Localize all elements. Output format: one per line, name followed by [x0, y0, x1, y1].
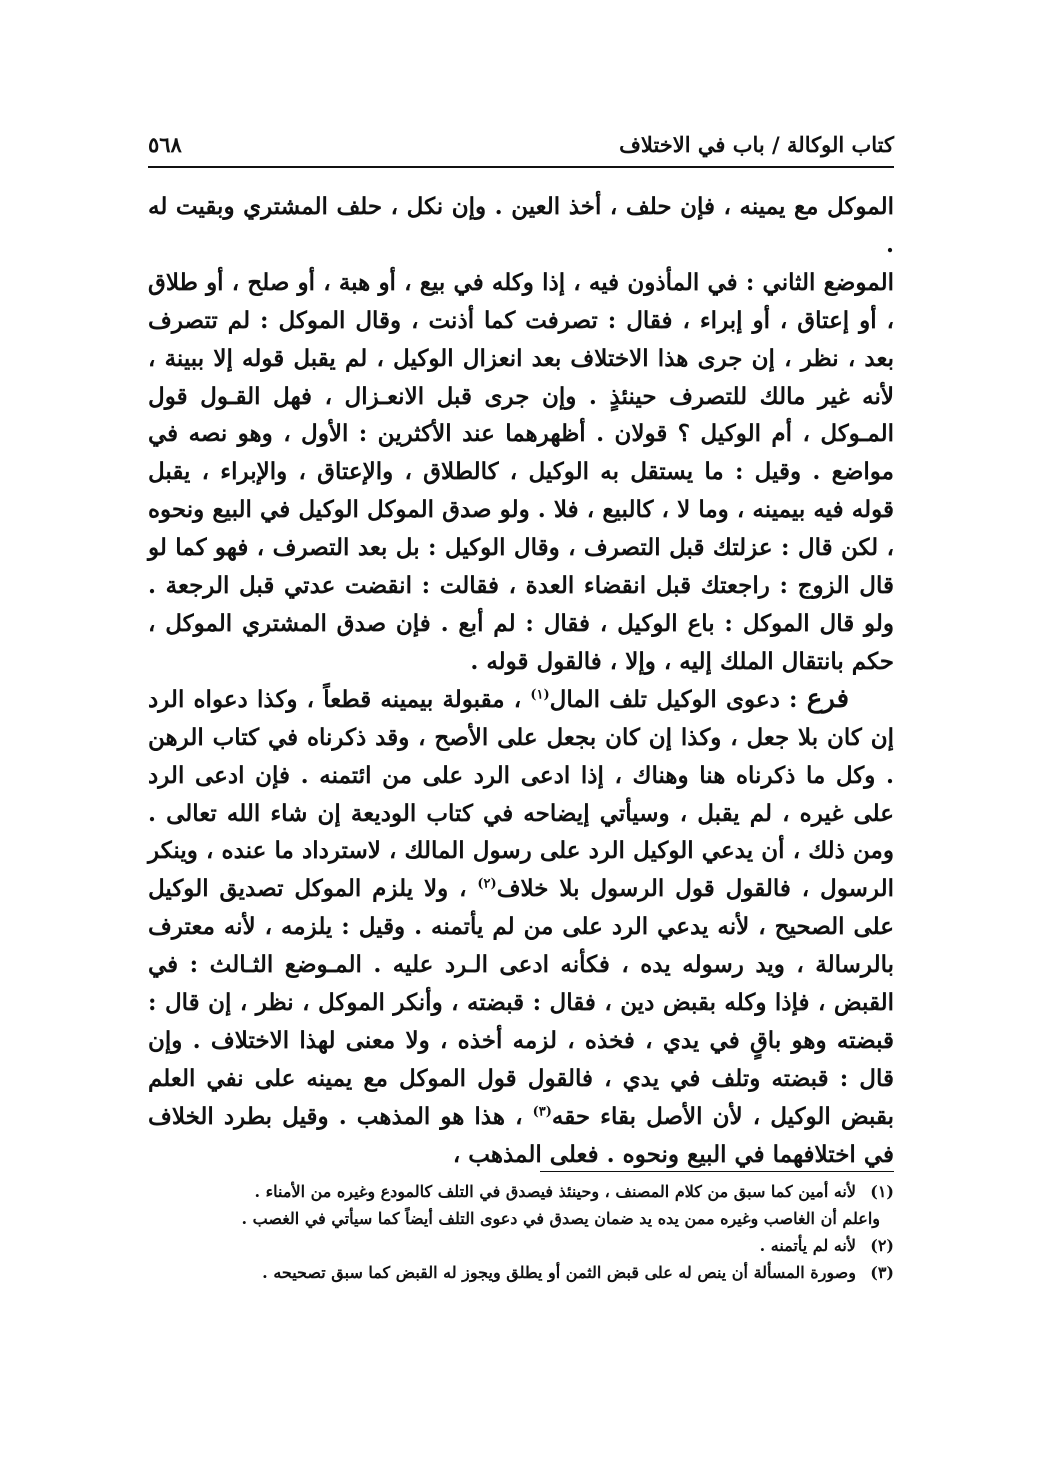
paragraph-1: الموكل مع يمينه ، فإن حلف ، أخذ العين . وإن نكل ، حلف المشتري وبقيت له .: [148, 193, 894, 258]
paragraph-3-part-c: ، ولا يلزم الموكل تصديق الوكيل على الصحيح ، لأنه يدعي الرد على من لم يأتمنه . وقيل : يلزمه ، لأنه معترف بالرسالة ، ويد رسوله يده ، فكأنه ادعى الـرد عليه . المـوضع الثـالث : في القبض ، فإذا وكله بقبض دين ، فقال : قبضته ، وأنكر الموكل ، نظر ، إن قال : قبضته وهو باقٍ في يدي ، فخذه ، لزمه أخذه ، ولا معنى لهذا الاختلاف . وإن قال : قبضته وتلف في يدي ، فالقول قول الموكل مع يمينه على نفي العلم بقبض الوكيل ، لأن الأصل بقاء حقه: [148, 875, 895, 1130]
footnote-2: [148, 1233, 894, 1258]
footnote-3: [148, 1260, 894, 1285]
footnote-1: [148, 1179, 894, 1204]
section-keyword-far: فرع: [806, 683, 849, 714]
page-number: ٥٦٨: [148, 131, 182, 157]
footnote-1-continuation: [148, 1206, 894, 1231]
main-text: [148, 188, 894, 1174]
paragraph-3-part-d: ، هذا هو المذهب . وقيل بطرد الخلاف في اختلافهما في البيع ونحوه . فعلى المذهب ،: [148, 1102, 894, 1168]
footnote-divider: [540, 1171, 894, 1172]
footnotes: [148, 1177, 894, 1287]
paragraph-2: الموضع الثاني : في المأذون فيه ، إذا وكله في بيع ، أو هبة ، أو صلح ، أو طلاق ، أو إعتاق ، أو إبراء ، فقال : تصرفت كما أذنت ، وقال الموكل : لم تتصرف بعد ، نظر ، إن جرى هذا الاختلاف بعد انعزال الوكيل ، لم يقبل قوله إلا ببينة ، لأنه غير مالك للتصرف حينئذٍ . وإن جرى قبل الانعـزال ، فهل القـول قول المـوكل ، أم الوكيل ؟ قولان . أظهرهما عند الأكثرين : الأول ، وهو نصه في مواضع . وقيل : ما يستقل به الوكيل ، كالطلاق ، والإعتاق ، والإبراء ، يقبل قوله فيه بيمينه ، وما لا ، كالبيع ، فلا . ولو صدق الموكل الوكيل في البيع ونحوه ، لكن قال : عزلتك قبل التصرف ، وقال الوكيل : بل بعد التصرف ، فهو كما لو قال الزوج : راجعتك قبل انقضاء العدة ، فقالت : انقضت عدتي قبل الرجعة . ولو قال الموكل : باع الوكيل ، فقال : لم أبع . فإن صدق المشتري الموكل ، حكم بانتقال الملك إليه ، وإلا ، فالقول قوله .: [148, 268, 894, 675]
footnote-number: (٣): [870, 1263, 894, 1282]
footnote-number: (٢): [870, 1236, 894, 1255]
paragraph-3-part-b: ، مقبولة بيمينه قطعاً ، وكذا دعواه الرد إن كان بلا جعل ، وكذا إن كان بجعل على الأصح ، وقد ذكرناه في كتاب الرهن . وكل ما ذكرناه هنا وهناك ، إذا ادعى الرد على من ائتمنه . فإن ادعى الرد على غيره ، لم يقبل ، وسيأتي إيضاحه في كتاب الوديعة إن شاء الله تعالى . ومن ذلك ، أن يدعي الوكيل الرد على رسول المالك ، لاسترداد ما عنده ، وينكر الرسول ، فالقول قول الرسول بلا خلاف: [148, 685, 894, 903]
paragraph-3-part-a: : دعوى الوكيل تلف المال: [549, 685, 807, 713]
footnote-text: واعلم أن الغاصب وغيره ممن يده يد ضمان يصدق في دعوى التلف أيضاً كما سيأتي في الغصب .: [241, 1209, 880, 1228]
paragraph-3: [148, 681, 894, 1174]
footnote-text: وصورة المسألة أن ينص له على قبض الثمن أو يطلق ويجوز له القبض كما سبق تصحيحه .: [262, 1263, 856, 1282]
running-title: كتاب الوكالة / باب في الاختلاف: [619, 131, 894, 157]
footnote-ref-3: (٣): [532, 1104, 552, 1120]
footnote-ref-1: (١): [530, 687, 550, 703]
footnote-text: لأنه أمين كما سبق من كلام المصنف ، وحينئذ فيصدق في التلف كالمودع وغيره من الأمناء .: [254, 1182, 856, 1201]
header-divider: [148, 166, 894, 168]
footnote-ref-2: (٢): [477, 876, 497, 892]
page-header: [148, 126, 894, 162]
footnote-number: (١): [870, 1182, 894, 1201]
footnote-text: لأنه لم يأتمنه .: [759, 1236, 856, 1255]
